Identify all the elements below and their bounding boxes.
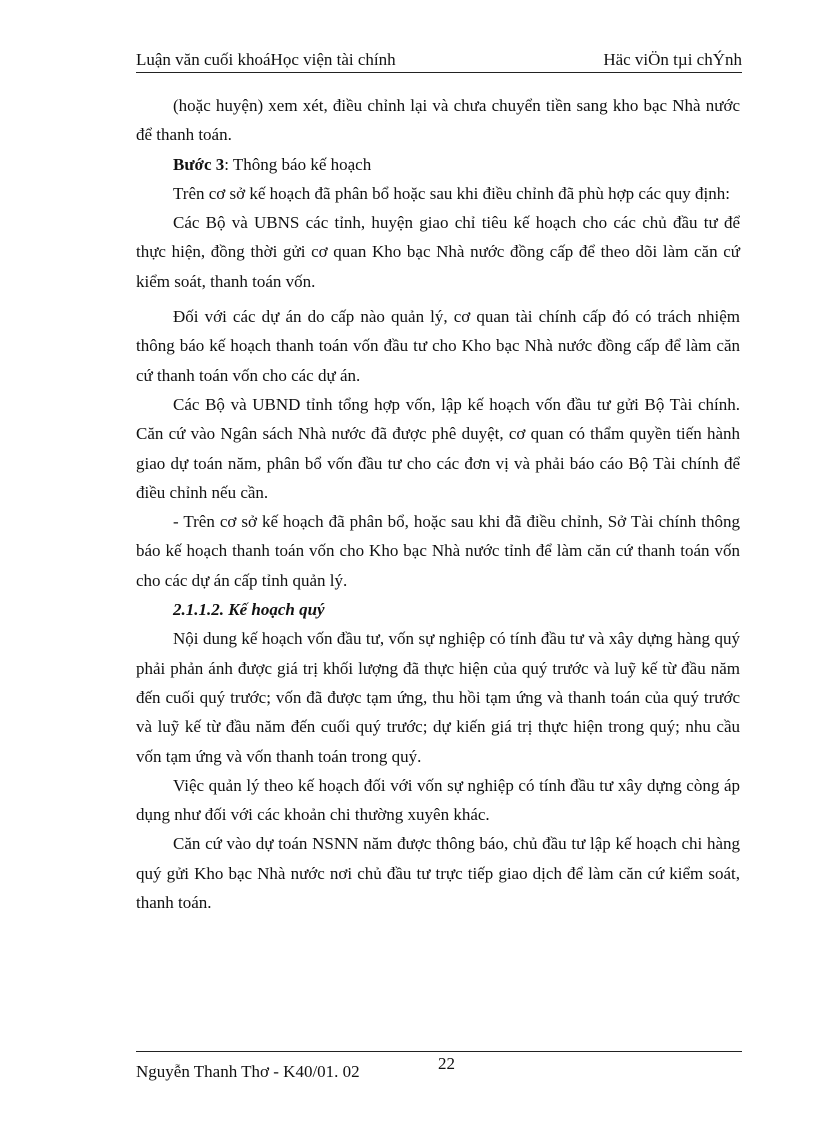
step-3-line <box>136 150 740 179</box>
footer-author: Nguyễn Thanh Thơ - K40/01. 02 <box>136 1062 360 1081</box>
paragraph-9: Căn cứ vào dự toán NSNN năm được thông báo, chủ đầu tư lập kế hoạch chi hàng quý gửi Kho bạc Nhà nước nơi chủ đầu tư trực tiếp giao dịch để làm căn cứ kiểm soát, thanh toán. <box>136 834 740 913</box>
page-header <box>136 48 742 73</box>
step-3-label: Bước 3 <box>173 154 225 174</box>
paragraph-7: Nội dung kế hoạch vốn đầu tư, vốn sự nghiệp có tính đầu tư và xây dựng hàng quý phải phản ánh được giá trị khối lượng đã thực hiện của quý trước và luỹ kế từ đầu năm đến cuối quý trước; vốn đã được tạm ứng, thu hồi tạm ứng và thanh toán của quý trước và luỹ kế từ đầu năm đến cuối quý trước; dự kiến giá trị thực hiện trong quý; nhu cầu vốn tạm ứng và vốn thanh toán trong quý. <box>136 629 740 766</box>
paragraph-6: - Trên cơ sở kế hoạch đã phân bổ, hoặc sau khi đã điều chỉnh, Sở Tài chính thông báo kế hoạch thanh toán vốn cho Kho bạc Nhà nước tỉnh để làm căn cứ thanh toán vốn cho các dự án cấp tỉnh quản lý. <box>136 512 740 590</box>
page-number: 22 <box>438 1054 455 1073</box>
paragraph-5: Các Bộ và UBND tỉnh tổng hợp vốn, lập kế hoạch vốn đầu tư gửi Bộ Tài chính. Căn cứ vào Ngân sách Nhà nước đã được phê duyệt, cơ quan có thẩm quyền tiến hành giao dự toán năm, phân bổ vốn đầu tư cho các đơn vị và phải báo cáo Bộ Tài chính để điều chỉnh nếu cần. <box>136 394 740 502</box>
paragraph-1: (hoặc huyện) xem xét, điều chỉnh lại và chưa chuyển tiền sang kho bạc Nhà nước để thanh toán. <box>136 96 740 145</box>
header-institution: Häc viÖn tµi chÝnh <box>603 50 742 69</box>
paragraph-4: Đối với các dự án do cấp nào quản lý, cơ quan tài chính cấp đó có trách nhiệm thông báo kế hoạch thanh toán vốn đầu tư cho Kho bạc Nhà nước đồng cấp để làm căn cứ thanh toán vốn cho các dự án. <box>136 307 740 385</box>
header-thesis-title: Luận văn cuối khoáHọc viện tài chính <box>136 50 396 69</box>
step-3-text: : Thông báo kế hoạch <box>224 154 372 174</box>
paragraph-3: Các Bộ và UBNS các tỉnh, huyện giao chỉ tiêu kế hoạch cho các chủ đầu tư để thực hiện, đồng thời gửi cơ quan Kho bạc Nhà nước đồng cấp để theo dõi làm căn cứ kiểm soát, thanh toán vốn. <box>136 213 740 291</box>
paragraph-8: Việc quản lý theo kế hoạch đối với vốn sự nghiệp có tính đầu tư xây dựng còng áp dụng như đối với các khoản chi thường xuyên khác. <box>136 775 740 825</box>
page-footer <box>136 1051 742 1092</box>
document-body <box>136 91 740 917</box>
paragraph-2: Trên cơ sở kế hoạch đã phân bổ hoặc sau khi điều chỉnh đã phù hợp các quy định: <box>173 183 730 203</box>
section-heading: 2.1.1.2. Kế hoạch quý <box>173 600 325 620</box>
